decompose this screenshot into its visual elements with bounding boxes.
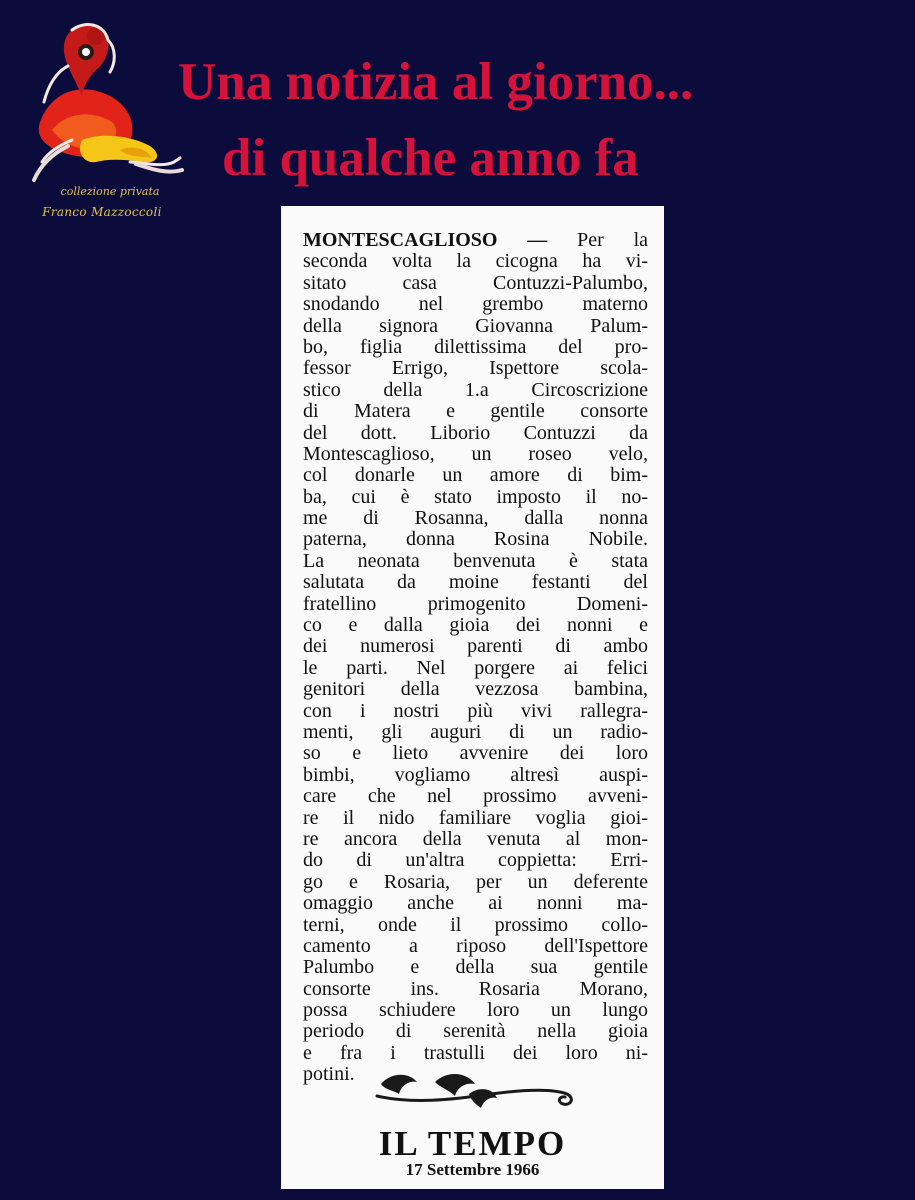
article-line: Montescaglioso, un roseo velo, [303,443,648,465]
article-line: menti, gli auguri di un radio- [303,721,648,743]
article-line: do di un'altra coppietta: Erri- [303,850,648,872]
article-line: omaggio anche ai nonni ma- [303,893,648,915]
article-line: paterna, donna Rosina Nobile. [303,529,648,551]
article-dateline: MONTESCAGLIOSO — [303,230,548,251]
logo-caption-owner: Franco Mazzoccoli [42,205,162,219]
ornament-icon [371,1064,581,1124]
article-line: terni, onde il prossimo collo- [303,914,648,936]
collection-logo [12,12,192,227]
article-line: sitato casa Contuzzi-Palumbo, [303,272,648,294]
article-line: fratellino primogenito Domeni- [303,593,648,615]
article-line [303,230,648,251]
newspaper-masthead: IL TEMPO [378,1124,567,1163]
headline-line-2: di qualche anno fa [222,129,639,187]
article-line: salutata da moine festanti del [303,572,648,594]
article-line: stico della 1.a Circoscrizione [303,379,648,401]
article-line: fessor Errigo, Ispettore scola- [303,358,648,380]
headline-line-1: Una notizia al giorno... [178,53,694,111]
article-line: con i nostri più vivi rallegra- [303,700,648,722]
article-line: re il nido familiare voglia gioi- [303,807,648,829]
article-line: so e lieto avvenire dei loro [303,743,648,765]
article-line: care che nel prossimo avveni- [303,786,648,808]
article-line: di Matera e gentile consorte [303,401,648,423]
article-line: co e dalla gioia dei nonni e [303,615,648,637]
article-line-text: Per la [577,230,648,251]
article-line: me di Rosanna, dalla nonna [303,508,648,530]
article-line: bimbi, vogliamo altresì auspi- [303,764,648,786]
article-line: genitori della vezzosa bambina, [303,679,648,701]
article-line: e fra i trastulli dei loro ni- [303,1042,648,1064]
article-line: le parti. Nel porgere ai felici [303,657,648,679]
article-line: camento a riposo dell'Ispettore [303,935,648,957]
article-line: dei numerosi parenti di ambo [303,636,648,658]
article-line: possa schiudere loro un lungo [303,1000,648,1022]
article-line: re ancora della venuta al mon- [303,828,648,850]
newspaper-clipping [281,206,664,1189]
publication-date: 17 Settembre 1966 [405,1160,540,1179]
article-line: snodando nel grembo materno [303,294,648,316]
article-line: del dott. Liborio Contuzzi da [303,422,648,444]
article-line: consorte ins. Rosaria Morano, [303,978,648,1000]
article-line: go e Rosaria, per un deferente [303,871,648,893]
article-line: periodo di serenità nella gioia [303,1021,648,1043]
article-line: ba, cui è stato imposto il no- [303,486,648,508]
article-line: La neonata benvenuta è stata [303,550,648,572]
logo-caption-collection: collezione privata [60,185,160,198]
article-line: col donarle un amore di bim- [303,465,648,487]
article-body [303,230,648,1086]
article-line: seconda volta la cicogna ha vi- [303,251,648,273]
article-line: potini. [303,1064,355,1086]
article-line: Palumbo e della sua gentile [303,957,648,979]
article-line: bo, figlia dilettissima del pro- [303,336,648,358]
dancer-illustration [12,12,192,192]
article-line: della signora Giovanna Palum- [303,315,648,337]
